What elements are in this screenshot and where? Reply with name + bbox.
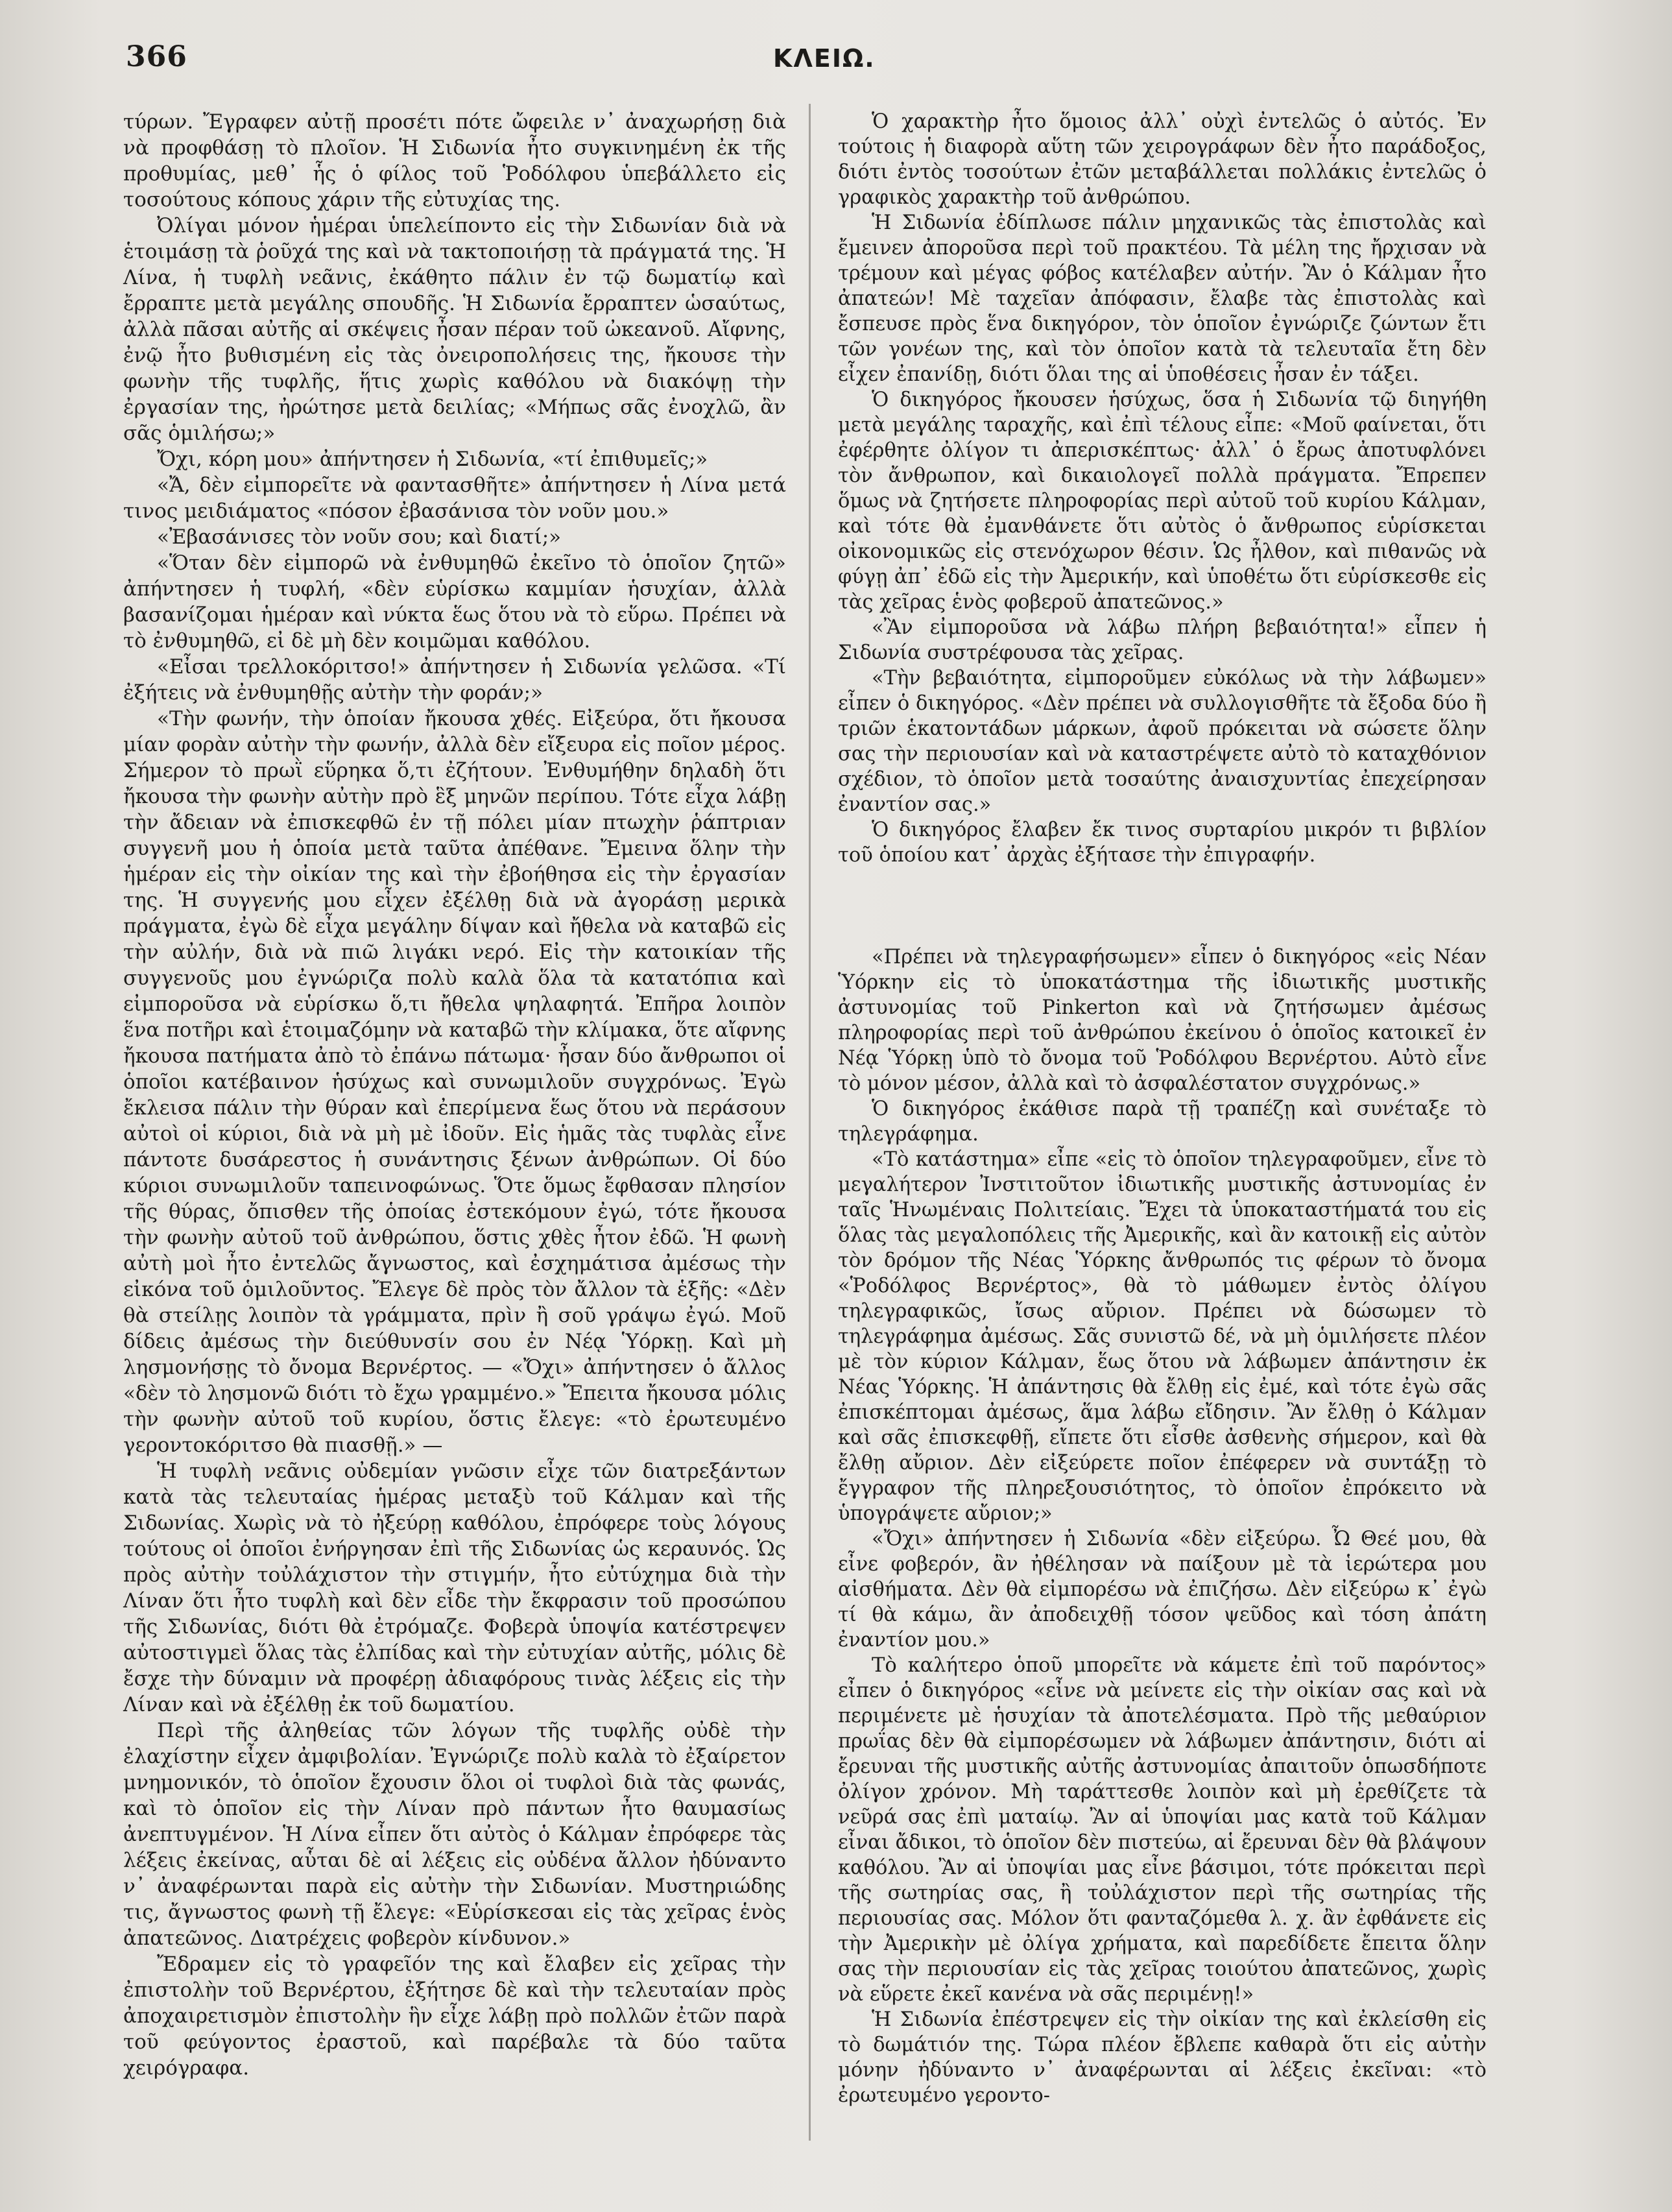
column-divider	[809, 104, 811, 2141]
journal-title: ΚΛΕΙΩ.	[773, 44, 876, 73]
paragraph: Ὁ δικηγόρος ἔλαβεν ἔκ τινος συρταρίου μικρόν τι βιβλίον τοῦ ὁποίου κατ᾽ ἀρχὰς ἐξήτασε τὴν ἐπιγραφήν.	[838, 819, 1487, 867]
paragraph: Ὄχι, κόρη μου» ἀπήντησεν ἡ Σιδωνία, «τί ἐπιθυμεῖς;»	[157, 448, 708, 471]
paragraph: «Ἄ, δὲν εἰμπορεῖτε νὰ φαντασθῆτε» ἀπήντησεν ἡ Λίνα μετά τινος μειδιάματος «πόσον ἐβασάνισα τὸν νοῦν μου.»	[123, 474, 786, 523]
paragraph: «Εἶσαι τρελλοκόριτσο!» ἀπήντησεν ἡ Σιδωνία γελῶσα. «Τί ἐξήτεις νὰ ἐνθυμηθῇς αὐτὴν τὴν φοράν;»	[123, 655, 786, 704]
paragraph: Ὁ δικηγόρος ἤκουσεν ἡσύχως, ὅσα ἡ Σιδωνία τῷ διηγήθη μετὰ μεγάλης ταραχῆς, καὶ ἐπὶ τέλους εἶπε: «Μοῦ φαίνεται, ὅτι ἐφέρθητε ὀλίγον τι ἀπερισκέπτως· ἀλλ᾽ ὁ ἔρως ἀποτυφλόνει τὸν ἄνθρωπον, καὶ δικαιολογεῖ πολλὰ πράγματα. Ἔπρεπεν ὅμως νὰ ζητήσετε πληροφορίας περὶ αὐτοῦ τοῦ κυρίου Κάλμαν, καὶ τότε θὰ ἐμανθάνετε ὅτι αὐτὸς ὁ ἄνθρωπος εὑρίσκεται οἰκονομικῶς εἰς στενόχωρον θέσιν. Ὡς ἦλθον, καὶ πιθανῶς νὰ φύγῃ ἀπ᾽ ἐδῶ εἰς τὴν Ἀμερικήν, καὶ ὑποθέτω ὅτι εὑρίσκεσθε εἰς τὰς χεῖρας ἑνὸς φοβεροῦ ἀπατεῶνος.»	[838, 389, 1487, 614]
paragraph: Ἔδραμεν εἰς τὸ γραφεῖόν της καὶ ἔλαβεν εἰς χεῖρας τὴν ἐπιστολὴν τοῦ Βερνέρτου, ἐξήτησε δὲ καὶ τὴν τελευταίαν πρὸς ἀποχαιρετισμὸν ἐπιστολὴν ἣν εἶχε λάβῃ πρὸ πολλῶν ἐτῶν παρὰ τοῦ φεύγοντος ἐραστοῦ, καὶ παρέβαλε τὰ δύο ταῦτα χειρόγραφα.	[123, 1953, 786, 2080]
paragraph: «Ὄχι» ἀπήντησεν ἡ Σιδωνία «δὲν εἰξεύρω. Ὦ Θεέ μου, θὰ εἶνε φοβερόν, ἂν ἠθέλησαν νὰ παίξουν μὲ τὰ ἱερώτερα μου αἰσθήματα. Δὲν θὰ εἰμπορέσω νὰ ἐπιζήσω. Δὲν εἰξεύρω κ᾽ ἐγὼ τί θὰ κάμω, ἂν ἀποδειχθῇ τόσον ψεῦδος καὶ τόση ἀπάτη ἐναντίον μου.»	[838, 1528, 1487, 1652]
paragraph: Τὸ καλήτερο ὁποῦ μπορεῖτε νὰ κάμετε ἐπὶ τοῦ παρόντος» εἶπεν ὁ δικηγόρος «εἶνε νὰ μείνετε εἰς τὴν οἰκίαν σας καὶ νὰ περιμένετε μὲ ἡσυχίαν τὰ ἀποτελέσματα. Πρὸ τῆς μεθαύριον πρωΐας δὲν θὰ εἰμπορέσωμεν νὰ λάβωμεν ἀπάντησιν, διότι αἱ ἔρευναι τῆς μυστικῆς αὐτῆς ἀστυνομίας ἀπαιτοῦν ὁπωσδήποτε ὀλίγον χρόνον. Μὴ ταράττεσθε λοιπὸν καὶ μὴ ἐρεθίζετε τὰ νεῦρά σας ἐπὶ ματαίῳ. Ἂν αἱ ὑποψίαι μας κατὰ τοῦ Κάλμαν εἶναι ἄδικοι, τὸ ὁποῖον δὲν πιστεύω, αἱ ἔρευναι δὲν θὰ βλάψουν καθόλου. Ἂν αἱ ὑποψίαι μας εἶνε βάσιμοι, τότε πρόκειται περὶ τῆς σωτηρίας σας, ἢ τοὐλάχιστον περὶ τῆς σωτηρίας τῆς περιουσίας σας. Μόλον ὅτι φανταζόμεθα λ. χ. ἂν ἐφθάνετε εἰς τὴν Ἀμερικὴν μὲ ὀλίγα χρήματα, καὶ παρεδίδετε ἔπειτα ὅλην σας τὴν περιουσίαν εἰς τὰς χεῖρας τοιούτου ἀπατεῶνος, χωρὶς νὰ εὕρετε ἐκεῖ κανένα νὰ σᾶς περιμένῃ!»	[838, 1654, 1487, 2006]
paragraph: «Τὴν βεβαιότητα, εἰμποροῦμεν εὐκόλως νὰ τὴν λάβωμεν» εἶπεν ὁ δικηγόρος. «Δὲν πρέπει νὰ συλλογισθῆτε τὰ ἔξοδα δύο ἢ τριῶν ἑκατοντάδων μάρκων, ἀφοῦ πρόκειται νὰ σώσετε ὅλην σας τὴν περιουσίαν καὶ νὰ καταστρέψετε αὐτὸ τὸ καταχθόνιον σχέδιον, τὸ ὁποῖον μετὰ τοσαύτης ἀναισχυντίας ἐπεχείρησαν ἐναντίον σας.»	[838, 667, 1487, 816]
paragraph: «Ἐβασάνισες τὸν νοῦν σου; καὶ διατί;»	[157, 525, 562, 549]
left-column	[123, 109, 786, 2081]
page-number: 366	[126, 40, 187, 73]
paragraph: «Ὅταν δὲν εἰμπορῶ νὰ ἐνθυμηθῶ ἐκεῖνο τὸ ὁποῖον ζητῶ» ἀπήντησεν ἡ τυφλή, «δὲν εὑρίσκω καμμίαν ἡσυχίαν, ἀλλὰ βασανίζομαι ἡμέραν καὶ νύκτα ἕως ὅτου νὰ τὸ εὕρω. Πρέπει νὰ τὸ ἐνθυμηθῶ, εἰ δὲ μὴ δὲν κοιμῶμαι καθόλου.	[123, 551, 786, 653]
paragraph: Ἡ τυφλὴ νεᾶνις οὐδεμίαν γνῶσιν εἶχε τῶν διατρεξάντων κατὰ τὰς τελευταίας ἡμέρας μεταξὺ τοῦ Κάλμαν καὶ τῆς Σιδωνίας. Χωρὶς νὰ τὸ ἠξεύρῃ καθόλου, ἐπρόφερε τοὺς λόγους τούτους οἱ ὁποῖοι ἐνήργησαν ἐπὶ τῆς Σιδωνίας ὡς κεραυνός. Ὡς πρὸς αὐτὴν τοὐλάχιστον τὴν στιγμήν, ἦτο εὐτύχημα διὰ τὴν Λίναν ὅτι ἦτο τυφλὴ καὶ δὲν εἶδε τὴν ἔκφρασιν τοῦ προσώπου τῆς Σιδωνίας, διότι θὰ ἐτρόμαζε. Φοβερὰ ὑποψία κατέστρεψεν αὐτοστιγμεὶ ὅλας τὰς ἐλπίδας καὶ τὴν εὐτυχίαν αὐτῆς, μόλις δὲ ἔσχε τὴν δύναμιν νὰ προφέρῃ ἀδιαφόρους τινὰς λέξεις εἰς τὴν Λίναν καὶ νὰ ἐξέλθῃ ἐκ τοῦ δωματίου.	[123, 1460, 786, 1716]
paragraph: Ἡ Σιδωνία ἐδίπλωσε πάλιν μηχανικῶς τὰς ἐπιστολὰς καὶ ἔμεινεν ἀποροῦσα περὶ τοῦ πρακτέου. Τὰ μέλη της ἤρχισαν νὰ τρέμουν καὶ μέγας φόβος κατέλαβεν αὐτήν. Ἂν ὁ Κάλμαν ἦτο ἀπατεών! Μὲ ταχεῖαν ἀπόφασιν, ἔλαβε τὰς ἐπιστολὰς καὶ ἔσπευσε πρὸς ἕνα δικηγόρον, τὸν ὁποῖον ἐγνώριζε ζώντων ἔτι τῶν γονέων της, καὶ τὸν ὁποῖον κατὰ τὰ τελευταῖα ἔτη δὲν εἶχεν ἐπανίδῃ, διότι ὅλαι της αἱ ὑποθέσεις ἦσαν ἐν τάξει.	[838, 211, 1487, 386]
paragraph: Ὁ χαρακτὴρ ἦτο ὅμοιος ἀλλ᾽ οὐχὶ ἐντελῶς ὁ αὐτός. Ἐν τούτοις ἡ διαφορὰ αὕτη τῶν χειρογράφων δὲν ἦτο παράδοξος, διότι ἐντὸς τοσούτων ἐτῶν μεταβάλλεται πολλάκις ἐντελῶς ὁ γραφικὸς χαρακτὴρ τοῦ ἀνθρώπου.	[838, 110, 1487, 209]
paragraph: τύρων. Ἔγραφεν αὐτῇ προσέτι πότε ὤφειλε ν᾽ ἀναχωρήσῃ διὰ νὰ προφθάσῃ τὸ πλοῖον. Ἡ Σιδωνία ἦτο συγκινημένη ἐκ τῆς προθυμίας, μεθ᾽ ἧς ὁ φίλος τοῦ Ῥοδόλφου ὑπεβάλλετο εἰς τοσούτους κόπους χάριν τῆς εὐτυχίας της.	[123, 110, 786, 211]
right-column	[838, 109, 1487, 2108]
paragraph: Περὶ τῆς ἀληθείας τῶν λόγων τῆς τυφλῆς οὐδὲ τὴν ἐλαχίστην εἶχεν ἀμφιβολίαν. Ἐγνώριζε πολὺ καλὰ τὸ ἐξαίρετον μνημονικόν, τὸ ὁποῖον ἔχουσιν ὅλοι οἱ τυφλοὶ διὰ τὰς φωνάς, καὶ τὸ ὁποῖον εἰς τὴν Λίναν πρὸ πάντων ἦτο θαυμασίως ἀνεπτυγμένον. Ἡ Λίνα εἶπεν ὅτι αὐτὸς ὁ Κάλμαν ἐπρόφερε τὰς λέξεις ἐκείνας, αὗται δὲ αἱ λέξεις εἰς οὐδένα ἄλλον ἠδύναντο ν᾽ ἀναφέρωνται παρὰ εἰς αὐτὴν τὴν Σιδωνίαν. Μυστηριώδης τις, ἄγνωστος φωνὴ τῇ ἔλεγε: «Εὑρίσκεσαι εἰς τὰς χεῖρας ἑνὸς ἀπατεῶνος. Διατρέχεις φοβερὸν κίνδυνον.»	[123, 1719, 786, 1950]
paragraph: «Τὴν φωνήν, τὴν ὁποίαν ἤκουσα χθές. Εἰξεύρα, ὅτι ἤκουσα μίαν φορὰν αὐτὴν τὴν φωνήν, ἀλλὰ δὲν εἴξευρα εἰς ποῖον μέρος. Σήμερον τὸ πρωῒ εὕρηκα ὅ,τι ἐζήτουν. Ἐνθυμήθην δηλαδὴ ὅτι ἤκουσα τὴν φωνὴν αὐτὴν πρὸ ἓξ μηνῶν περίπου. Τότε εἶχα λάβῃ τὴν ἄδειαν νὰ ἐπισκεφθῶ ἐν τῇ πόλει μίαν πτωχὴν ῥάπτριαν συγγενῆ μου ἡ ὁποία μετὰ ταῦτα ἀπέθανε. Ἔμεινα ὅλην τὴν ἡμέραν εἰς τὴν οἰκίαν της καὶ τὴν ἐβοήθησα εἰς τὴν ἐργασίαν της. Ἡ συγγενής μου εἶχεν ἐξέλθῃ διὰ νὰ ἀγοράσῃ μερικὰ πράγματα, ἐγὼ δὲ εἶχα μεγάλην δίψαν καὶ ἤθελα νὰ καταβῶ εἰς τὴν αὐλήν, διὰ νὰ πιῶ λιγάκι νερό. Εἰς τὴν κατοικίαν τῆς συγγενοῦς μου ἐγνώριζα πολὺ καλὰ ὅλα τὰ κατατόπια καὶ εἰμποροῦσα νὰ εὑρίσκω ὅ,τι ἤθελα ψηλαφητά. Ἐπῆρα λοιπὸν ἕνα ποτῆρι καὶ ἑτοιμαζόμην νὰ καταβῶ τὴν κλίμακα, ὅτε αἴφνης ἤκουσα πατήματα ἀπὸ τὸ ἐπάνω πάτωμα· ἦσαν δύο ἄνθρωποι οἱ ὁποῖοι κατέβαινον ἡσύχως καὶ συνωμιλοῦν συγχρόνως. Ἐγὼ ἔκλεισα πάλιν τὴν θύραν καὶ ἐπερίμενα ἕως ὅτου νὰ περάσουν αὐτοὶ οἱ κύριοι, διὰ νὰ μὴ μὲ ἰδοῦν. Εἰς ἡμᾶς τὰς τυφλὰς εἶνε πάντοτε δυσάρεστος ἡ συνάντησις ξένων ἀνθρώπων. Οἱ δύο κύριοι συνωμιλοῦν ταπεινοφώνως. Ὅτε ὅμως ἔφθασαν πλησίον τῆς θύρας, ὄπισθεν τῆς ὁποίας ἐστεκόμουν ἐγώ, τότε ἤκουσα τὴν φωνὴν αὐτοῦ τοῦ ἀνθρώπου, ὅστις χθὲς ἦτον ἐδῶ. Ἡ φωνὴ αὐτὴ μοὶ ἦτο ἐντελῶς ἄγνωστος, καὶ ἐσχημάτισα ἀμέσως τὴν εἰκόνα τοῦ ὁμιλοῦντος. Ἔλεγε δὲ πρὸς τὸν ἄλλον τὰ ἑξῆς: «Δὲν θὰ στείλῃς λοιπὸν τὰ γράμματα, πρὶν ἢ σοῦ γράψω ἐγώ. Μοῦ δίδεις ἀμέσως τὴν διεύθυνσίν σου ἐν Νέᾳ Ὑόρκῃ. Καὶ μὴ λησμονήσῃς τὸ ὄνομα Βερνέρτος. — «Ὄχι» ἀπήντησεν ὁ ἄλλος «δὲν τὸ λησμονῶ διότι τὸ ἔχω γραμμένο.» Ἔπειτα ἤκουσα μόλις τὴν φωνὴν αὐτοῦ τοῦ κυρίου, ὅστις ἔλεγε: «τὸ ἐρωτευμένο γεροντοκόριτσο θὰ πιασθῇ.» —	[123, 707, 786, 1457]
paragraph: Ἡ Σιδωνία ἐπέστρεψεν εἰς τὴν οἰκίαν της καὶ ἐκλείσθη εἰς τὸ δωμάτιόν της. Τώρα πλέον ἔβλεπε καθαρὰ ὅτι εἰς αὐτὴν μόνην ἠδύναντο ν᾽ ἀναφέρωνται αἱ λέξεις ἐκεῖναι: «τὸ ἐρωτευμένο γεροντο-	[838, 2008, 1487, 2107]
paragraph: «Ἂν εἰμποροῦσα νὰ λάβω πλήρη βεβαιότητα!» εἶπεν ἡ Σιδωνία συστρέφουσα τὰς χεῖρας.	[838, 616, 1487, 664]
paragraph: Ὀλίγαι μόνον ἡμέραι ὑπελείποντο εἰς τὴν Σιδωνίαν διὰ νὰ ἑτοιμάσῃ τὰ ῥοῦχά της καὶ νὰ τακτοποιήσῃ τὰ πράγματά της. Ἡ Λίνα, ἡ τυφλὴ νεᾶνις, ἐκάθητο πάλιν ἐν τῷ δωματίῳ καὶ ἔρραπτε μετὰ μεγάλης σπουδῆς. Ἡ Σιδωνία ἔρραπτεν ὡσαύτως, ἀλλὰ πᾶσαι αὐτῆς αἱ σκέψεις ἦσαν πέραν τοῦ ὠκεανοῦ. Αἴφνης, ἐνῷ ἦτο βυθισμένη εἰς τὰς ὀνειροπολήσεις της, ἤκουσε τὴν φωνὴν τῆς τυφλῆς, ἥτις χωρὶς καθόλου νὰ διακόψῃ τὴν ἐργασίαν της, ἠρώτησε μετὰ δειλίας; «Μήπως σᾶς ἐνοχλῶ, ἂν σᾶς ὁμιλήσω;»	[123, 214, 786, 445]
paragraph: «Πρέπει νὰ τηλεγραφήσωμεν» εἶπεν ὁ δικηγόρος «εἰς Νέαν Ὑόρκην εἰς τὸ ὑποκατάστημα τῆς ἰδιωτικῆς μυστικῆς ἀστυνομίας τοῦ Pinkerton καὶ νὰ ζητήσωμεν ἀμέσως πληροφορίας περὶ τοῦ ἀνθρώπου ἐκείνου ὁ ὁποῖος κατοικεῖ ἐν Νέᾳ Ὑόρκῃ ὑπὸ τὸ ὄνομα τοῦ Ῥοδόλφου Βερνέρτου. Αὐτὸ εἶνε τὸ μόνον μέσον, ἀλλὰ καὶ τὸ ἀσφαλέστατον συγχρόνως.»	[838, 946, 1487, 1095]
paragraph: «Τὸ κατάστημα» εἶπε «εἰς τὸ ὁποῖον τηλεγραφοῦμεν, εἶνε τὸ μεγαλήτερον Ἰνστιτοῦτον ἰδιωτικῆς μυστικῆς ἀστυνομίας ἐν ταῖς Ἡνωμέναις Πολιτείαις. Ἔχει τὰ ὑποκαταστήματά του εἰς ὅλας τὰς μεγαλοπόλεις τῆς Ἀμερικῆς, καὶ ἂν κατοικῇ εἰς αὐτὸν τὸν δρόμον τῆς Νέας Ὑόρκης ἄνθρωπός τις φέρων τὸ ὄνομα «Ῥοδόλφος Βερνέρτος», θὰ τὸ μάθωμεν ἐντὸς ὀλίγου τηλεγραφικῶς, ἴσως αὔριον. Πρέπει νὰ δώσωμεν τὸ τηλεγράφημα ἀμέσως. Σᾶς συνιστῶ δέ, νὰ μὴ ὁμιλήσετε πλέον μὲ τὸν κύριον Κάλμαν, ἕως ὅτου νὰ λάβωμεν ἀπάντησιν ἐκ Νέας Ὑόρκης. Ἡ ἀπάντησις θὰ ἔλθῃ εἰς ἐμέ, καὶ τότε ἐγὼ σᾶς ἐπισκέπτομαι ἀμέσως, ἅμα λάβω εἴδησιν. Ἂν ἔλθῃ ὁ Κάλμαν καὶ σᾶς ἐπισκεφθῇ, εἴπετε ὅτι εἶσθε ἀσθενὴς σήμερον, καὶ θὰ ἔλθῃ αὔριον. Δὲν εἰξεύρετε ποῖον ἐπέφερεν νὰ συντάξῃ τὸ ἔγγραφον τῆς πληρεξουσιότητος, τὸ ὁποῖον ἐπρόκειτο νὰ ὑπογράψετε αὔριον;»	[838, 1148, 1487, 1525]
paragraph: Ὁ δικηγόρος ἐκάθισε παρὰ τῇ τραπέζῃ καὶ συνέταξε τὸ τηλεγράφημα.	[838, 1098, 1487, 1146]
